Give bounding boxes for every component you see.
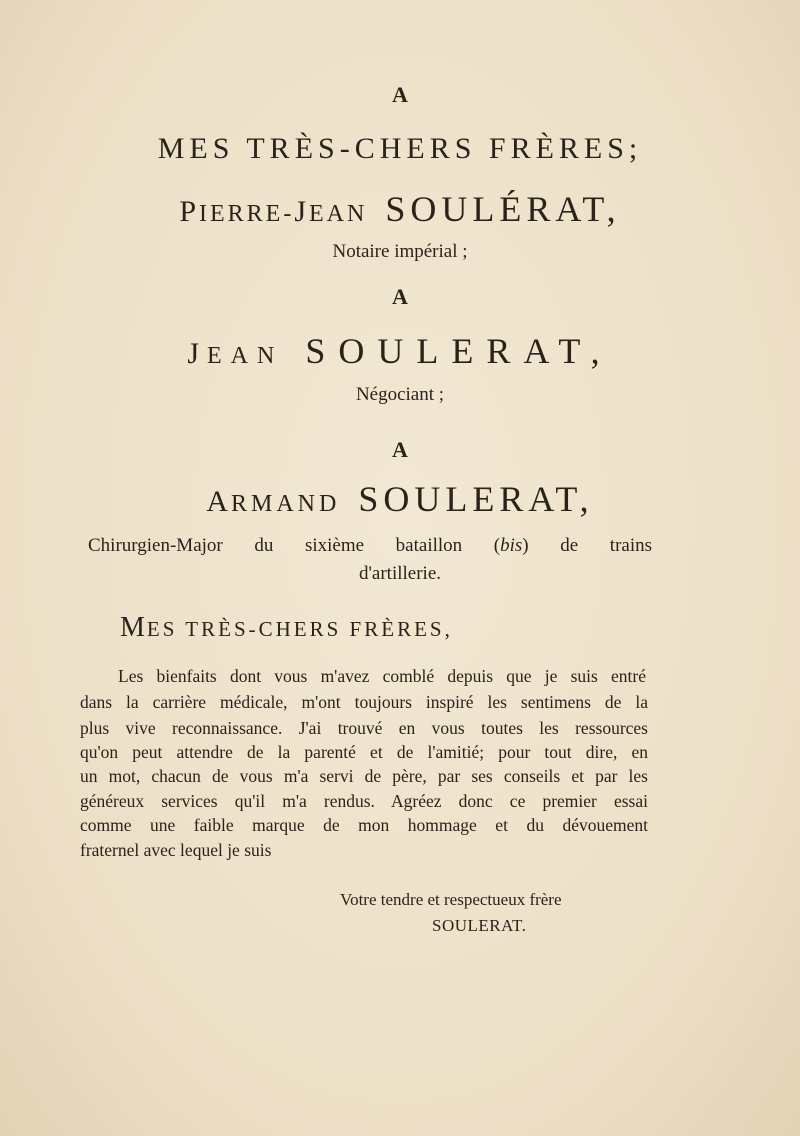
person1-role: Notaire impérial ; — [332, 241, 468, 262]
person3-role-line2: d'artillerie. — [358, 563, 442, 584]
person3-first-rest: RMAND — [230, 491, 341, 517]
person3-first-cap: A — [206, 485, 231, 518]
dedication-heading: MES TRÈS-CHERS FRÈRES; — [157, 132, 643, 165]
letter-line-7: comme une faible marque de mon hommage et du dévouement — [80, 815, 648, 835]
person2-name — [0, 330, 800, 372]
dedication-a-3: A — [392, 437, 408, 462]
person2-first-rest: EAN — [207, 343, 284, 369]
person1-name — [0, 188, 800, 230]
salutation-cap: M — [120, 612, 147, 643]
person2-role: Négociant ; — [355, 384, 445, 405]
letter-line-6: généreux services qu'il m'a rendus. Agréez donc ce premier essai — [80, 791, 648, 811]
person1-second-cap: J — [294, 195, 310, 228]
letter-line-4: qu'on peut attendre de la parenté et de l'amitié; pour tout dire, en — [80, 742, 648, 762]
person1-second-rest: EAN — [309, 201, 368, 227]
person1-first-rest: IERRE- — [199, 201, 295, 227]
person3-role-line1-a: Chirurgien-Major du sixième bataillon ( — [88, 535, 501, 556]
person1-surname: SOULÉRAT, — [385, 189, 621, 229]
salutation-rest: ES TRÈS-CHERS FRÈRES, — [146, 617, 453, 641]
letter-line-3: plus vive reconnaissance. J'ai trouvé en vous toutes les ressources — [80, 718, 648, 738]
letter-line-5: un mot, chacun de vous m'a servi de père, par ses conseils et par les — [80, 766, 648, 786]
person2-surname: SOULERAT, — [305, 331, 613, 371]
letter-signature: SOULERAT. — [432, 916, 527, 935]
person1-first-cap: P — [179, 195, 199, 228]
dedication-a-1: A — [392, 82, 408, 107]
person3-role-line1 — [88, 535, 652, 557]
person3-name — [0, 478, 800, 520]
person2-first-cap: J — [187, 337, 207, 370]
letter-salutation — [120, 612, 453, 644]
letter-closing: Votre tendre et respectueux frère — [340, 890, 562, 909]
letter-line-2: dans la carrière médicale, m'ont toujours inspiré les sentimens de la — [80, 692, 648, 712]
letter-line-8: fraternel avec lequel je suis — [80, 840, 272, 860]
person3-role-line1-b: ) de trains — [522, 535, 652, 556]
letter-line-1: Les bienfaits dont vous m'avez comblé depuis que je suis entré — [118, 666, 646, 686]
dedication-a-2: A — [392, 284, 408, 309]
person3-surname: SOULERAT, — [358, 479, 594, 519]
person3-role-bis: bis — [500, 535, 523, 556]
